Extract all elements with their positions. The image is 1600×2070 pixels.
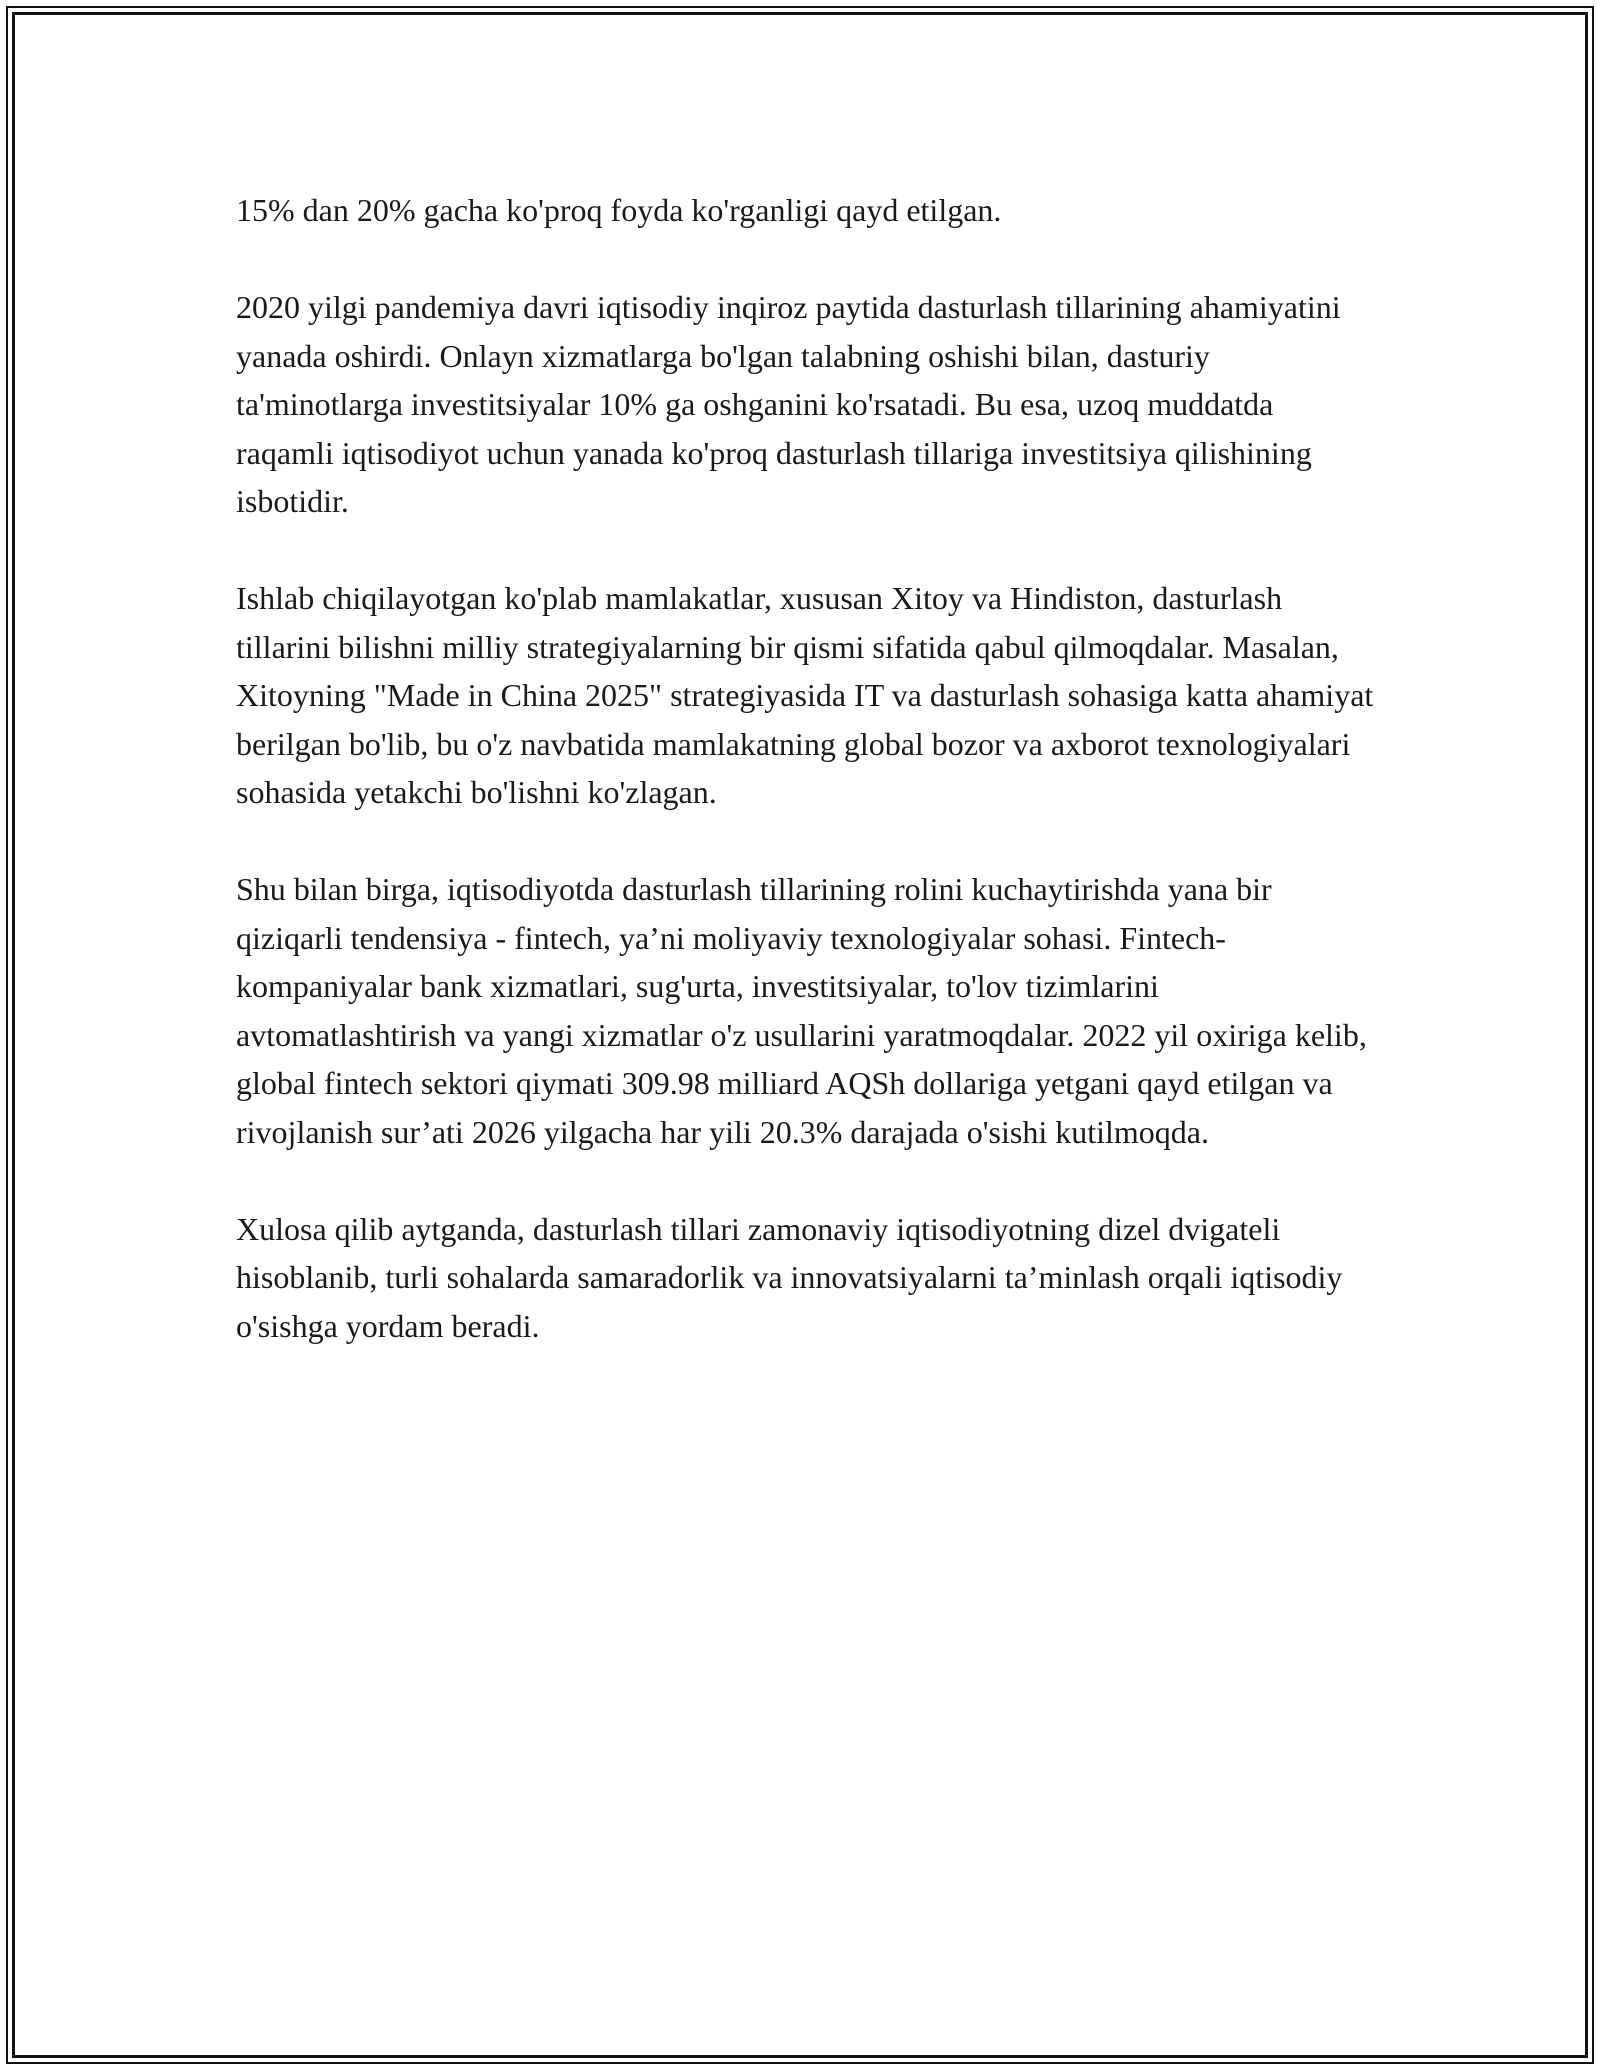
paragraph-fintech: Shu bilan birga, iqtisodiyotda dasturlash tillarining rolini kuchaytirishda yana bir qiziqarli tendensiya - fintech, ya’ni moliyaviy texnologiyalar sohasi. Fintech-kompaniyalar bank xizmatlari, sug'urta, investitsiyalar, to'lov tizimlarini avtomatlashtirish va yangi xizmatlar o'z usullarini yaratmoqdalar. 2022 yil oxiriga kelib, global fintech sektori qiymati 309.98 milliard AQSh dollariga yetgani qayd etilgan va rivojlanish sur’ati 2026 yilgacha har yili 20.3% darajada o'sishi kutilmoqda. (236, 871, 1367, 1150)
paragraph-profit-note: 15% dan 20% gacha ko'proq foyda ko'rganligi qayd etilgan. (236, 192, 1002, 228)
document-body (236, 186, 1376, 1399)
paragraph-conclusion: Xulosa qilib aytganda, dasturlash tillari zamonaviy iqtisodiyotning dizel dvigateli hisoblanib, turli sohalarda samaradorlik va innovatsiyalarni ta’minlash orqali iqtisodiy o'sishga yordam beradi. (236, 1210, 1343, 1344)
paragraph-pandemic: 2020 yilgi pandemiya davri iqtisodiy inqiroz paytida dasturlash tillarining ahamiyatini yanada oshirdi. Onlayn xizmatlarga bo'lgan talabning oshishi bilan, dasturiy ta'minotlarga investitsiyalar 10% ga oshganini ko'rsatadi. Bu esa, uzoq muddatda raqamli iqtisodiyot uchun yanada ko'proq dasturlash tillariga investitsiya qilishining isbotidir. (236, 289, 1341, 519)
paragraph-national-strategies: Ishlab chiqilayotgan ko'plab mamlakatlar, xususan Xitoy va Hindiston, dasturlash tillarini bilishni milliy strategiyalarning bir qismi sifatida qabul qilmoqdalar. Masalan, Xitoyning "Made in China 2025" strategiyasida IT va dasturlash sohasiga katta ahamiyat berilgan bo'lib, bu o'z navbatida mamlakatning global bozor va axborot texnologiyalari sohasida yetakchi bo'lishni ko'zlagan. (236, 580, 1374, 810)
